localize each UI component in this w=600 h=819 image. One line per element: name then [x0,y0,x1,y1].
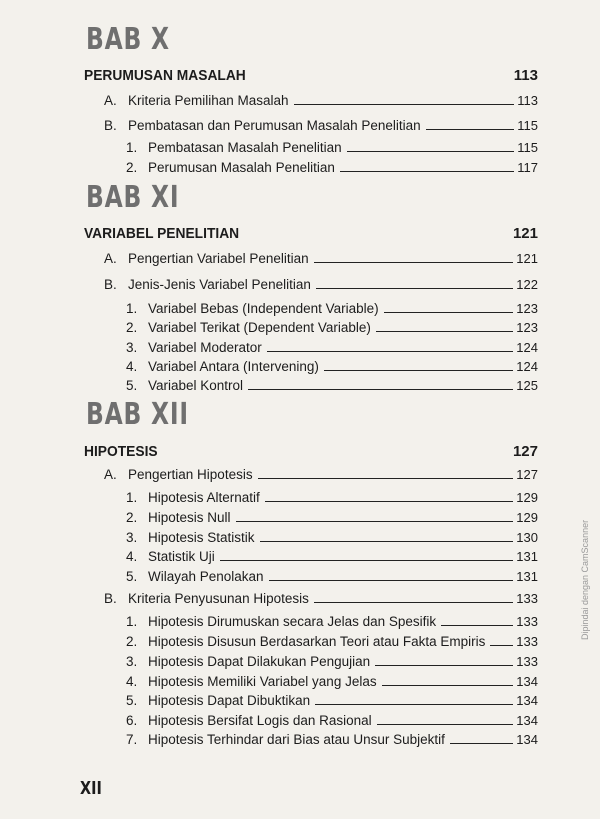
page-number: 134 [516,732,538,747]
toc-entry [126,527,538,545]
page-number: 131 [516,569,538,584]
page-number: 115 [517,140,538,155]
dot-leader [248,389,513,390]
entry-number: 7. [126,732,138,747]
entry-title: Perumusan Masalah Penelitian [148,160,335,175]
toc-entry [126,631,538,649]
entry-number: 5. [126,693,138,708]
toc-entry [104,464,538,482]
dot-leader [377,724,514,725]
toc-entry [126,317,538,335]
entry-number: A. [104,467,117,482]
dot-leader [267,351,513,352]
chapter-label: BAB XII [86,397,189,432]
toc-entry [126,157,538,175]
page-number: 129 [516,490,538,505]
toc-entry [126,487,538,505]
entry-number: 4. [126,359,138,374]
entry-number: 1. [126,140,138,155]
entry-title: Hipotesis Terhindar dari Bias atau Unsur Subjektif [148,732,445,747]
entry-title: Hipotesis Statistik [148,530,255,545]
chapter-title: PERUMUSAN MASALAH [84,67,246,84]
toc-entry [104,588,538,606]
dot-leader [269,580,514,581]
entry-title: Pembatasan dan Perumusan Masalah Penelitian [128,118,421,133]
entry-number: B. [104,118,117,133]
dot-leader [490,645,513,646]
entry-title: Hipotesis Memiliki Variabel yang Jelas [148,674,377,689]
dot-leader [314,262,514,263]
entry-title: Hipotesis Dapat Dilakukan Pengujian [148,654,371,669]
entry-title: Variabel Moderator [148,340,262,355]
dot-leader [315,704,513,705]
entry-number: 1. [126,490,138,505]
toc-entry [126,690,538,708]
entry-number: B. [104,591,117,606]
entry-title: Statistik Uji [148,549,215,564]
toc-entry [104,115,538,133]
entry-number: 2. [126,320,138,335]
entry-number: 2. [126,634,138,649]
toc-entry [104,90,538,108]
page-number: 134 [516,674,538,689]
toc-entry [126,566,538,584]
page-number: 113 [517,93,538,108]
toc-entry [104,248,538,266]
toc-entry [126,337,538,355]
dot-leader [294,104,515,105]
chapter-label: BAB X [86,22,170,57]
page-number: 125 [516,378,538,393]
entry-number: 1. [126,614,138,629]
toc-entry [126,729,538,747]
page-number: 127 [512,443,538,460]
toc-entry [126,546,538,564]
dot-leader [324,370,513,371]
dot-leader [441,625,513,626]
toc-entry [126,356,538,374]
entry-number: A. [104,251,117,266]
entry-number: 4. [126,549,138,564]
page-number: 134 [516,693,538,708]
page-number: 133 [516,591,538,606]
chapter-title: HIPOTESIS [84,443,158,460]
dot-leader [450,743,513,744]
dot-leader [236,521,514,522]
chapter-title-row [84,222,538,242]
entry-title: Kriteria Penyusunan Hipotesis [128,591,309,606]
entry-number: 2. [126,160,138,175]
toc-entry [126,611,538,629]
entry-title: Variabel Bebas (Independent Variable) [148,301,379,316]
dot-leader [265,501,513,502]
toc-entry [126,507,538,525]
entry-number: 6. [126,713,138,728]
page-number: 133 [516,614,538,629]
toc-entry [126,671,538,689]
page-number: 123 [516,320,538,335]
page-number: 121 [516,251,538,266]
entry-number: 3. [126,340,138,355]
dot-leader [384,312,514,313]
entry-title: Wilayah Penolakan [148,569,264,584]
page-number: 129 [516,510,538,525]
entry-title: Variabel Antara (Intervening) [148,359,319,374]
entry-number: B. [104,277,117,292]
page-number: 124 [516,340,538,355]
entry-title: Pengertian Variabel Penelitian [128,251,309,266]
dot-leader [316,288,513,289]
entry-title: Hipotesis Dirumuskan secara Jelas dan Spesifik [148,614,437,629]
dot-leader [382,685,514,686]
page-number: 124 [516,359,538,374]
page-number: 122 [516,277,538,292]
page-number: 115 [517,118,538,133]
page-number: 131 [516,549,538,564]
entry-title: Kriteria Pemilihan Masalah [128,93,289,108]
dot-leader [314,602,513,603]
entry-number: 3. [126,530,138,545]
entry-title: Variabel Terikat (Dependent Variable) [148,320,371,335]
entry-title: Variabel Kontrol [148,378,244,393]
dot-leader [258,478,514,479]
entry-title: Pembatasan Masalah Penelitian [148,140,342,155]
chapter-title: VARIABEL PENELITIAN [84,225,240,242]
dot-leader [220,560,514,561]
page-number: 117 [517,160,538,175]
entry-number: 2. [126,510,138,525]
dot-leader [376,331,513,332]
entry-title: Pengertian Hipotesis [128,467,253,482]
toc-entry [126,375,538,393]
page-number: 127 [516,467,538,482]
dot-leader [347,151,515,152]
chapter-title-row [84,440,538,460]
entry-title: Jenis-Jenis Variabel Penelitian [128,277,311,292]
entry-number: 5. [126,378,138,393]
toc-entry [126,710,538,728]
toc-entry [126,651,538,669]
chapter-label: BAB XI [86,180,180,215]
entry-number: 1. [126,301,138,316]
page-number: 123 [516,301,538,316]
page-number: 130 [516,530,538,545]
page-folio: XII [80,778,102,799]
page-number: 121 [512,225,538,242]
scanner-watermark: Dipindai dengan CamScanner [580,519,590,640]
toc-entry [126,137,538,155]
entry-number: 5. [126,569,138,584]
entry-number: 3. [126,654,138,669]
dot-leader [375,665,513,666]
dot-leader [340,171,514,172]
entry-number: 4. [126,674,138,689]
dot-leader [260,541,514,542]
entry-title: Hipotesis Null [148,510,231,525]
entry-title: Hipotesis Dapat Dibuktikan [148,693,311,708]
toc-entry [104,274,538,292]
dot-leader [426,129,515,130]
chapter-title-row [84,64,538,84]
page-number: 113 [513,67,538,84]
entry-title: Hipotesis Alternatif [148,490,260,505]
entry-number: A. [104,93,117,108]
toc-entry [126,298,538,316]
page-number: 133 [516,634,538,649]
page-number: 134 [516,713,538,728]
entry-title: Hipotesis Disusun Berdasarkan Teori atau Fakta Empiris [148,634,486,649]
page-number: 133 [516,654,538,669]
entry-title: Hipotesis Bersifat Logis dan Rasional [148,713,372,728]
